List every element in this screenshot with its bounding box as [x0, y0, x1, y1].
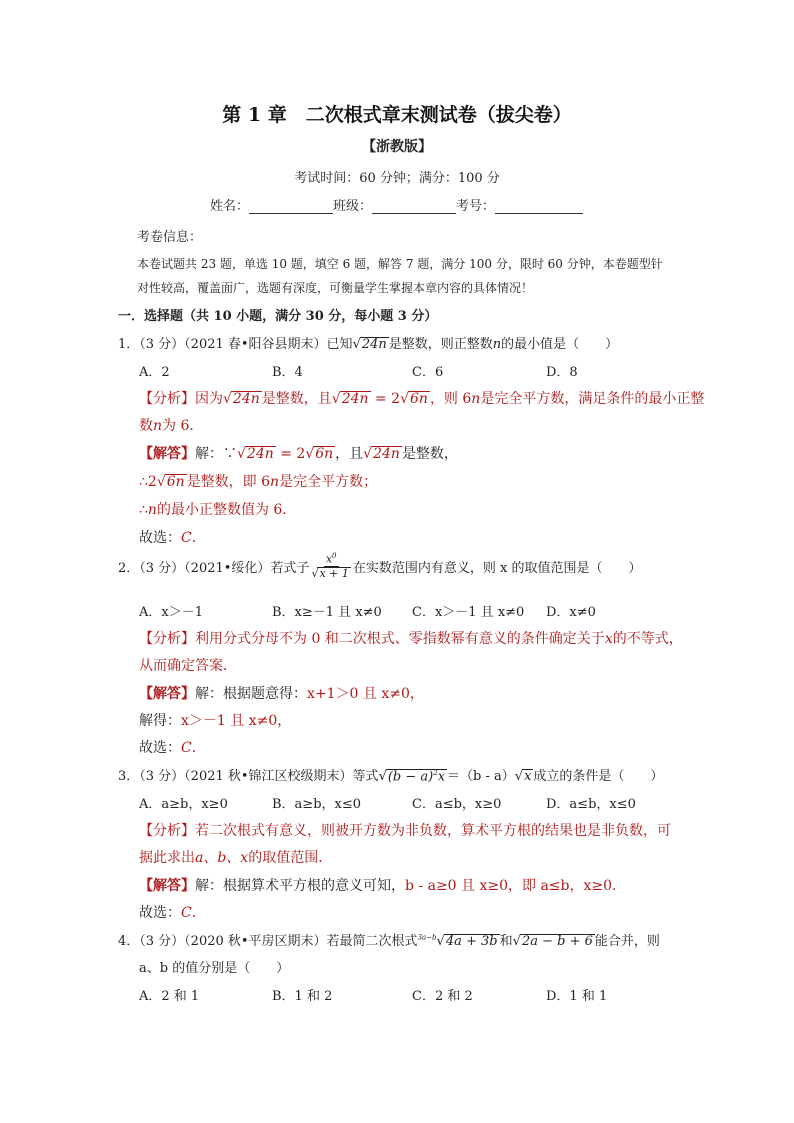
q2-analysis: 【分析】利用分式分母不为 0 和二次根式、零指数幂有意义的条件确定关于x的不等式，	[139, 631, 683, 647]
q3-option-d[interactable]: D．a≤b，x≤0	[546, 797, 636, 812]
q1-answer: 【解答】解：∵√24n = 2√6n ，且√24n 是整数，	[139, 446, 458, 462]
name-label: 姓名：	[210, 199, 250, 214]
paper-info-line2: 对性较高，覆盖面广，选题有深度，可衡量学生掌握本章内容的具体情况！	[137, 281, 534, 295]
q1-step2: ∴2√6n 是整数，即 6n是完全平方数；	[139, 474, 378, 490]
q1-analysis-line2: 数n为 6．	[139, 418, 204, 434]
page-title: 第 1 章 二次根式章末测试卷（拔尖卷）	[222, 104, 572, 126]
q4-option-b[interactable]: B．1 和 2	[272, 989, 333, 1004]
q2-option-c[interactable]: C．x＞－1 且 x≠0	[412, 605, 525, 620]
q2-choice: 故选：C．	[139, 740, 206, 756]
q1-analysis: 【分析】因为√24n 是整数，且√24n = 2√6n ，则 6n是完全平方数，满足条件的最小正整	[139, 391, 705, 407]
q2-option-d[interactable]: D．x≠0	[546, 605, 596, 620]
q3-choice: 故选：C．	[139, 905, 206, 921]
student-fields	[210, 195, 583, 214]
q4-option-c[interactable]: C．2 和 2	[412, 989, 473, 1004]
q1-step3: ∴n的最小正整数值为 6．	[139, 502, 297, 518]
q1-option-b[interactable]: B．4	[272, 365, 303, 380]
q1-choice: 故选：C．	[139, 530, 206, 546]
paper-info-heading: 考卷信息：	[137, 230, 203, 245]
question-2: 2．（3 分）（2021•绥化）若式子 $\frac{x^0}{√x + 1}$ 在实数范围内有意义，则 x 的取值范围是（ ）	[118, 552, 642, 580]
edition-label: 【浙教版】	[362, 139, 432, 155]
section-title: 一．选择题（共 10 小题，满分 30 分，每小题 3 分）	[118, 309, 438, 324]
question-3: 3．（3 分）（2021 秋•锦江区校级期末）等式$√(b - a)^2x =(b - a)√x$ 成立的条件是（ ）	[118, 768, 664, 784]
q1-option-c[interactable]: C．6	[412, 365, 444, 380]
name-field[interactable]	[249, 199, 333, 214]
class-field[interactable]	[372, 199, 456, 214]
exam-info: 考试时间：60 分钟；满分：100 分	[294, 171, 500, 186]
paper-info-line1: 本卷试题共 23 题，单选 10 题，填空 6 题，解答 7 题，满分 100 分，限时 60 分钟，本卷题型针	[137, 257, 663, 271]
q3-option-b[interactable]: B．a≥b，x≤0	[272, 797, 362, 812]
question-4: 4．（3 分）（2020 秋•平房区期末）若最简二次根式$^{3a-b}$√4a + 3b 和√2a − b + 6 能合并，则	[118, 933, 660, 949]
q4-option-a[interactable]: A．2 和 1	[139, 989, 200, 1004]
q2-analysis-line2: 从而确定答案．	[139, 658, 237, 674]
q3-option-a[interactable]: A．a≥b，x≥0	[139, 797, 228, 812]
class-label: 班级：	[333, 199, 373, 214]
q3-option-c[interactable]: C．a≤b，x≥0	[412, 797, 502, 812]
q3-analysis-line2: 据此求出a、b、x的取值范围．	[139, 850, 333, 866]
q2-answer: 【解答】解：根据题意得：x+1＞0 且 x≠0，	[139, 686, 424, 702]
q4-line2: a、b 的值分别是（ ）	[139, 961, 290, 976]
question-1: 1．（3 分）（2021 春•阳谷县期末）已知√24n 是整数，则正整数n的最小值是（ ）	[118, 337, 619, 352]
q2-fraction: $\frac{x^0}{√x + 1}$	[311, 552, 349, 580]
q2-option-b[interactable]: B．x≥－1 且 x≠0	[272, 605, 382, 620]
q4-option-d[interactable]: D．1 和 1	[546, 989, 608, 1004]
q3-analysis: 【分析】若二次根式有意义，则被开方数为非负数，算术平方根的结果也是非负数，可	[139, 823, 671, 839]
q1-radicand: 24n	[361, 337, 387, 352]
q2-option-a[interactable]: A．x＞－1	[139, 605, 203, 620]
q1-option-d[interactable]: D．8	[546, 365, 578, 380]
number-field[interactable]	[495, 199, 583, 214]
q3-answer: 【解答】解：根据算术平方根的意义可知，b - a≥0 且 x≥0，即 a≤b，x≥0．	[139, 878, 627, 894]
q2-solve: 解得：x＞－1 且 x≠0，	[139, 713, 292, 729]
q1-option-a[interactable]: A．2	[139, 365, 170, 380]
number-label: 考号：	[456, 199, 496, 214]
